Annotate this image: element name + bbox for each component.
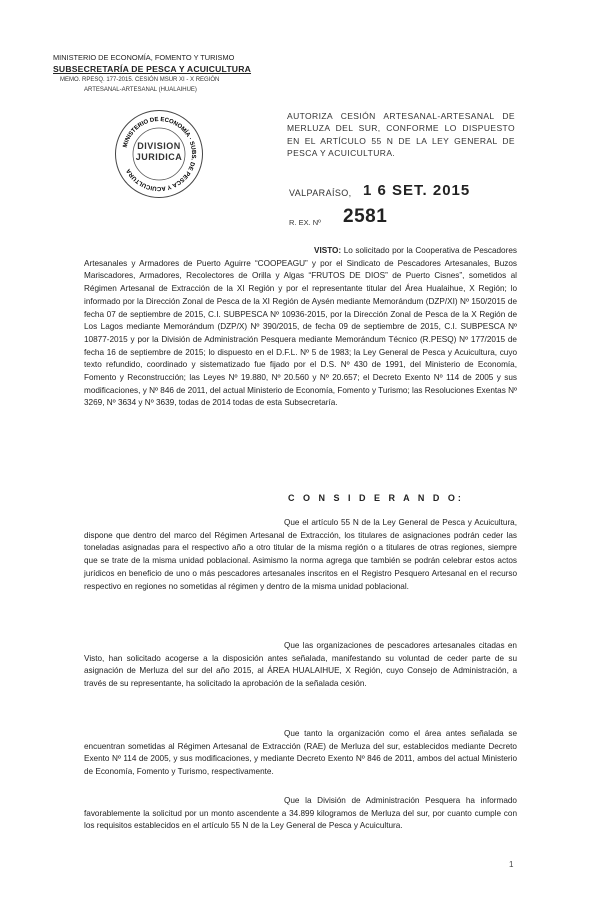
rex-label: R. EX. Nº [289, 218, 321, 227]
resolution-title: AUTORIZA CESIÓN ARTESANAL-ARTESANAL DE MERLUZA DEL SUR, CONFORME LO DISPUESTO EN EL ARTÍCULO 55 N DE LA LEY GENERAL DE PESCA Y ACUICULTURA. [287, 111, 515, 159]
place-label: VALPARAÍSO, [289, 188, 352, 198]
stamp-ring-text: MINISTERIO DE ECONOMÍA · SUBS. DE PESCA Y ACUICULTURA [122, 116, 197, 192]
considerando-heading: C O N S I D E R A N D O: [288, 493, 464, 503]
rex-number: 2581 [343, 206, 388, 227]
ministry-name: MINISTERIO DE ECONOMÍA, FOMENTO Y TURISMO [53, 53, 235, 62]
considerando-paragraph-3: Que tanto la organización como el área antes señalada se encuentran sometidas al Régimen Artesanal de Extracción (RAE) de Merluza del sur, establecidos mediante Decreto Exento Nº 114 de 2005, y sus modificaciones, y mediante Decreto Exento Nº 846 de 2011, ambos del actual Ministerio de Economía, Fomento y Turismo, respectivamente. [84, 729, 517, 777]
considerando-paragraph-1: Que el artículo 55 N de la Ley General de Pesca y Acuicultura, dispone que dentro del marco del Régimen Artesanal de Extracción, los titulares de asignaciones podrán ceder las toneladas asignadas para el respectivo año a otro titular de la misma región o a titulares de otras regiones, siempre que se trate de la misma unidad poblacional. Asimismo la norma agrega que también se podrán celebrar estos actos jurídicos en beneficio de uno o más pescadores artesanales inscritos en el Registro Pesquero Artesanal en el recurso respectivo en regiones no sometidas al régimen y dentro de la misma unidad poblacional. [84, 518, 517, 591]
considerando-paragraph-4: Que la División de Administración Pesquera ha informado favorablemente la solicitud por un monto ascendente a 34.899 kilogramos de Merluza del sur, por cuanto cumple con los requisitos establecidos en el artículo 55 N de la Ley General de Pesca y Acuicultura. [84, 796, 517, 831]
visto-text: Lo solicitado por la Cooperativa de Pescadores Artesanales y Armadores de Puerto Aguirre “COOPEAGU” y por el Sindicato de Pescadores Artesanales, Buzos Mariscadores, Armadores, Recolectores de Orilla y Algas “FRUTOS DE DIOS” de Puerto Cisnes”, sometidos al Régimen Artesanal de Extracción de la XI Región y por el representante titular del Área Hualaihue, X Región; lo informado por la Dirección Zonal de Pesca de la XI Región de Aysén mediante Memorándum (DZP/XI) Nº 150/2015 de fecha 07 de septiembre de 2015, C.I. SUBPESCA Nº 10936-2015, por la Dirección Zonal de Pesca de la X Región de Los Lagos mediante Memorándum (DZP/X) Nº 390/2015, de fecha 09 de septiembre de 2015, C.I. SUBPESCA Nº 10877-2015 y por la División de Administración Pesquera mediante Memorándum Técnico (R.PESQ) Nº 177/2015 de fecha 16 de septiembre de 2015; lo dispuesto en el D.F.L. Nº 5 de 1983; la Ley General de Pesca y Acuicultura, cuyo texto refundido, coordinado y sistematizado fue fijado por el D.S. Nº 430 de 1991, del Ministerio de Economía, Fomento y Reconstrucción; las Leyes Nº 19.880, Nº 20.560 y Nº 20.657; el Decreto Exento Nº 114 de 2005 y sus modificaciones, y Nº 846 de 2011, del actual Ministerio de Economía, Fomento y Turismo; las Resoluciones Exentas Nº 3269, Nº 3634 y Nº 3639, todas de 2014 todas de esta Subsecretaría. [84, 246, 517, 408]
page-number: 1 [509, 860, 514, 869]
subsecretaria-name: SUBSECRETARÍA DE PESCA Y ACUICULTURA [53, 64, 252, 74]
date-stamp: 1 6 SET. 2015 [363, 182, 471, 199]
stamp-line-division: DIVISION [137, 141, 181, 151]
visto-label: VISTO: [314, 246, 342, 255]
stamp-line-juridica: JURIDICA [135, 152, 183, 162]
memo-reference-line2: ARTESANAL-ARTESANAL (HUALAIHUE) [84, 87, 197, 93]
division-juridica-stamp [115, 110, 203, 198]
memo-reference: MEMO. RPESQ. 177-2015. CESIÓN MSUR XI - X REGIÓN [60, 77, 220, 83]
visto-paragraph [84, 245, 517, 410]
considerando-paragraph-2: Que las organizaciones de pescadores artesanales citadas en Visto, han solicitado acogerse a la disposición antes señalada, manifestando su voluntad de ceder parte de su asignación de Merluza del sur del año 2015, al ÁREA HUALAIHUE, X Región, cuyo Consejo de Administración, a través de su representante, ha solicitado la aprobación de la señalada cesión. [84, 641, 517, 689]
